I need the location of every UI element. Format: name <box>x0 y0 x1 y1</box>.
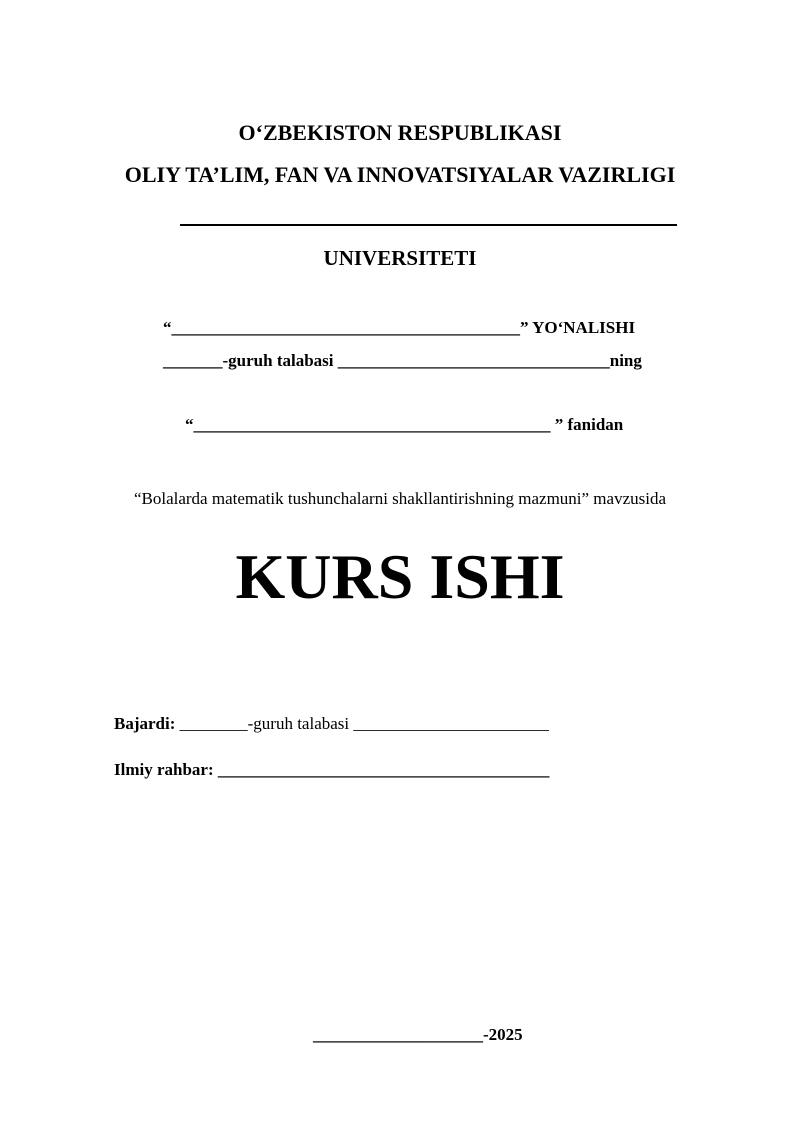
advisor-value: _______________________________________ <box>213 760 550 779</box>
year-line: ____________________-2025 <box>313 1025 523 1044</box>
performer-value: ________-guruh talabasi _______________________ <box>175 714 549 733</box>
advisor-line <box>114 761 549 778</box>
university-name-blank <box>180 224 677 226</box>
advisor-label: Ilmiy rahbar: <box>114 760 214 779</box>
country-heading: O‘ZBEKISTON RESPUBLIKASI <box>238 120 562 145</box>
group-student-line: _______-guruh talabasi ________________________________ning <box>163 351 642 370</box>
document-type-title: KURS ISHI <box>235 541 565 612</box>
subject-line: “__________________________________________ ” fanidan <box>185 415 624 434</box>
ministry-heading: OLIY TA’LIM, FAN VA INNOVATSIYALAR VAZIRLIGI <box>124 162 676 187</box>
performer-line <box>114 715 549 732</box>
direction-line: “_________________________________________” YO‘NALISHI <box>163 318 636 337</box>
university-heading: UNIVERSITETI <box>323 246 477 270</box>
topic-line: “Bolalarda matematik tushunchalarni shakllantirishning mazmuni” mavzusida <box>133 489 667 508</box>
performer-label: Bajardi: <box>114 714 176 733</box>
